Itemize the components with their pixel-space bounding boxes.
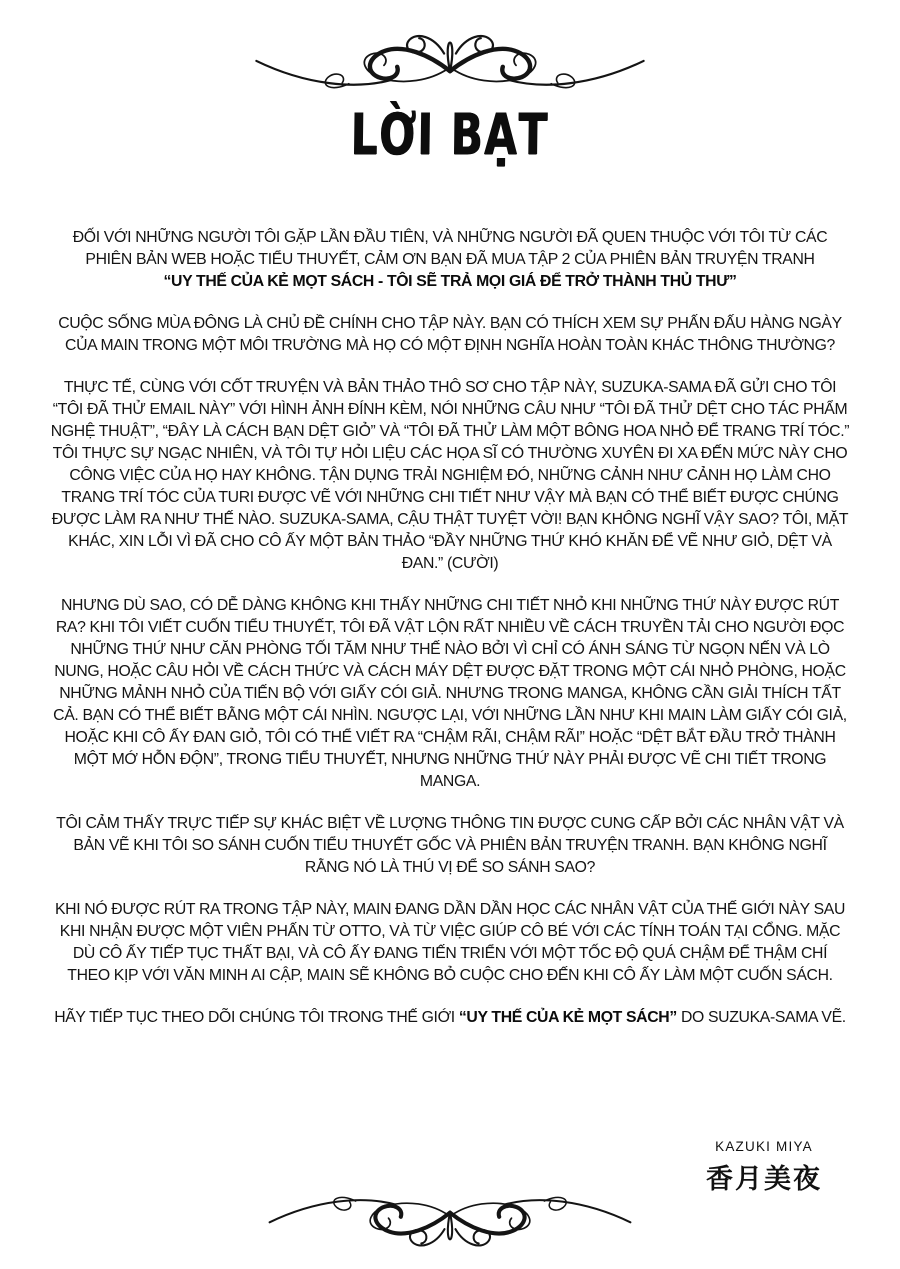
page-title <box>0 102 900 168</box>
paragraph-7-before: HÃY TIẾP TỤC THEO DÕI CHÚNG TÔI TRONG THẾ GIỚI <box>54 1009 459 1026</box>
afterword-paragraph-7 <box>50 1007 850 1029</box>
author-name-kanji: 香月美夜 <box>706 1164 822 1194</box>
afterword-paragraph-4: NHƯNG DÙ SAO, CÓ DỄ DÀNG KHÔNG KHI THẤY NHỮNG CHI TIẾT NHỎ KHI NHỮNG THỨ NÀY ĐƯỢC RÚT RA? KHI TÔI VIẾT CUỐN TIỂU THUYẾT, TÔI ĐÃ VẬT LỘN RẤT NHIỀU VỀ CÁCH TRUYỀN TẢI CHO NGƯỜI ĐỌC NHỮNG THỨ NHƯ CĂN PHÒNG TỐI TĂM NHƯ THẾ NÀO BỞI VÌ CHỈ CÓ ÁNH SÁNG TỪ NGỌN NẾN VÀ LÒ NUNG, HOẶC CÂU HỎI VỀ CÁCH THỨC VÀ CÁCH MÁY DỆT ĐƯỢC ĐẶT TRONG MỘT CÁI NHỎ PHÒNG, HOẶC NHỮNG MẢNH NHỎ CỦA TIẾN BỘ VỚI GIẤY CÓI GIẢ. NHƯNG TRONG MANGA, KHÔNG CẦN GIẢI THÍCH TẤT CẢ. BẠN CÓ THỂ BIẾT BẰNG MỘT CÁI NHÌN. NGƯỢC LẠI, VỚI NHỮNG LẦN NHƯ KHI MAIN LÀM GIẤY CÓI GIẢ, HOẶC KHI CÔ ẤY ĐAN GIỎ, TÔI CÓ THỂ VIẾT RA “CHẬM RÃI, CHẬM RÃI” HOẶC “DỆT BẮT ĐẦU TRỞ THÀNH MỘT MỚ HỖN ĐỘN”, TRONG TIỂU THUYẾT, NHƯNG NHỮNG THỨ NÀY PHẢI ĐƯỢC VẼ CHI TIẾT TRONG MANGA. <box>53 597 847 790</box>
afterword-paragraph-2: CUỘC SỐNG MÙA ĐÔNG LÀ CHỦ ĐỀ CHÍNH CHO TẬP NÀY. BẠN CÓ THÍCH XEM SỰ PHẤN ĐẤU HÀNG NGÀY CỦA MAIN TRONG MỘT MÔI TRƯỜNG MÀ HỌ CÓ MỘT ĐỊNH NGHĨA HOÀN TOÀN KHÁC THÔNG THƯỜNG? <box>58 315 842 354</box>
afterword-paragraph-3: THỰC TẾ, CÙNG VỚI CỐT TRUYỆN VÀ BẢN THẢO THÔ SƠ CHO TẬP NÀY, SUZUKA-SAMA ĐÃ GỬI CHO TÔI “TÔI ĐÃ THỬ EMAIL NÀY” VỚI HÌNH ẢNH ĐÍNH KÈM, NÓI NHỮNG CÂU NHƯ “TÔI ĐÃ THỬ DỆT CHO TÁC PHẨM NGHỆ THUẬT”, “ĐÂY LÀ CÁCH BẠN DỆT GIỎ” VÀ “TÔI ĐÃ THỬ LÀM MỘT BÔNG HOA NHỎ ĐỂ TRANG TRÍ TÓC.” TÔI THỰC SỰ NGẠC NHIÊN, VÀ TÔI TỰ HỎI LIỆU CÁC HỌA SĨ CÓ THƯỜNG XUYÊN ĐI XA ĐẾN MỨC NÀY CHO CÔNG VIỆC CỦA HỌ HAY KHÔNG. TẬN DỤNG TRẢI NGHIỆM ĐÓ, NHỮNG CẢNH NHƯ CẢNH HỌ LÀM CHO TRANG TRÍ TÓC CỦA TURI ĐƯỢC VẼ VỚI NHỮNG CHI TIẾT NHƯ VẬY MÀ BẠN CÓ THỂ BIẾT ĐƯỢC CHÚNG ĐƯỢC LÀM RA NHƯ THẾ NÀO. SUZUKA-SAMA, CẬU THẬT TUYỆT VỜI! BẠN KHÔNG NGHĨ VẬY SAO? TÔI, MẶT KHÁC, XIN LỖI VÌ ĐÃ CHO CÔ ẤY MỘT BẢN THẢO “ĐẦY NHỮNG THỨ KHÓ KHĂN ĐỂ VẼ NHƯ GIỎ, DỆT VÀ ĐAN.” (CƯỜI) <box>50 379 850 572</box>
top-flourish-divider-icon <box>216 14 684 102</box>
page-title-text: LỜI BẠT <box>350 102 550 168</box>
book-title-quote: “UY THẾ CỦA KẺ MỌT SÁCH - TÔI SẼ TRẢ MỌI GIÁ ĐỂ TRỞ THÀNH THỦ THƯ” <box>163 273 737 290</box>
afterword-paragraph-5: TÔI CẢM THẤY TRỰC TIẾP SỰ KHÁC BIỆT VỀ LƯỢNG THÔNG TIN ĐƯỢC CUNG CẤP BỞI CÁC NHÂN VẬT VÀ BẢN VẼ KHI TÔI SO SÁNH CUỐN TIỂU THUYẾT GỐC VÀ PHIÊN BẢN TRUYỆN TRANH. BẠN KHÔNG NGHĨ RẰNG NÓ LÀ THÚ VỊ ĐỂ SO SÁNH SAO? <box>56 815 844 876</box>
afterword-paragraph-1 <box>50 227 850 293</box>
paragraph-7-after: DO SUZUKA-SAMA VẼ. <box>676 1009 846 1026</box>
author-name-romaji: KAZUKI MIYA <box>715 1139 813 1154</box>
paragraph-1-text: ĐỐI VỚI NHỮNG NGƯỜI TÔI GẶP LẦN ĐẦU TIÊN, VÀ NHỮNG NGƯỜI ĐÃ QUEN THUỘC VỚI TÔI TỪ CÁC PHIÊN BẢN WEB HOẶC TIỂU THUYẾT, CẢM ƠN BẠN ĐÃ MUA TẬP 2 CỦA PHIÊN BẢN TRUYỆN TRANH <box>72 229 828 268</box>
series-title-quote: “UY THẾ CỦA KẺ MỌT SÁCH” <box>458 1009 677 1026</box>
author-signature <box>686 1139 842 1196</box>
bottom-flourish-divider-icon <box>219 1184 681 1266</box>
afterword-body <box>50 227 850 1049</box>
afterword-paragraph-6: KHI NÓ ĐƯỢC RÚT RA TRONG TẬP NÀY, MAIN ĐANG DẦN DẦN HỌC CÁC NHÂN VẬT CỦA THẾ GIỚI NÀY SAU KHI NHẬN ĐƯỢC MỘT VIÊN PHẤN TỪ OTTO, VÀ TỪ VIỆC GIÚP CÔ BÉ VỚI CÁC TÍNH TOÁN TẠI CỔNG. MẶC DÙ CÔ ẤY TIẾP TỤC THẤT BẠI, VÀ CÔ ẤY ĐANG TIẾN TRIỂN VỚI MỘT TỐC ĐỘ QUÁ CHẬM ĐỂ THẬM CHÍ THEO KỊP VỚI VĂN MINH AI CẬP, MAIN SẼ KHÔNG BỎ CUỘC CHO ĐẾN KHI CÔ ẤY LÀM MỘT CUỐN SÁCH. <box>54 901 846 984</box>
